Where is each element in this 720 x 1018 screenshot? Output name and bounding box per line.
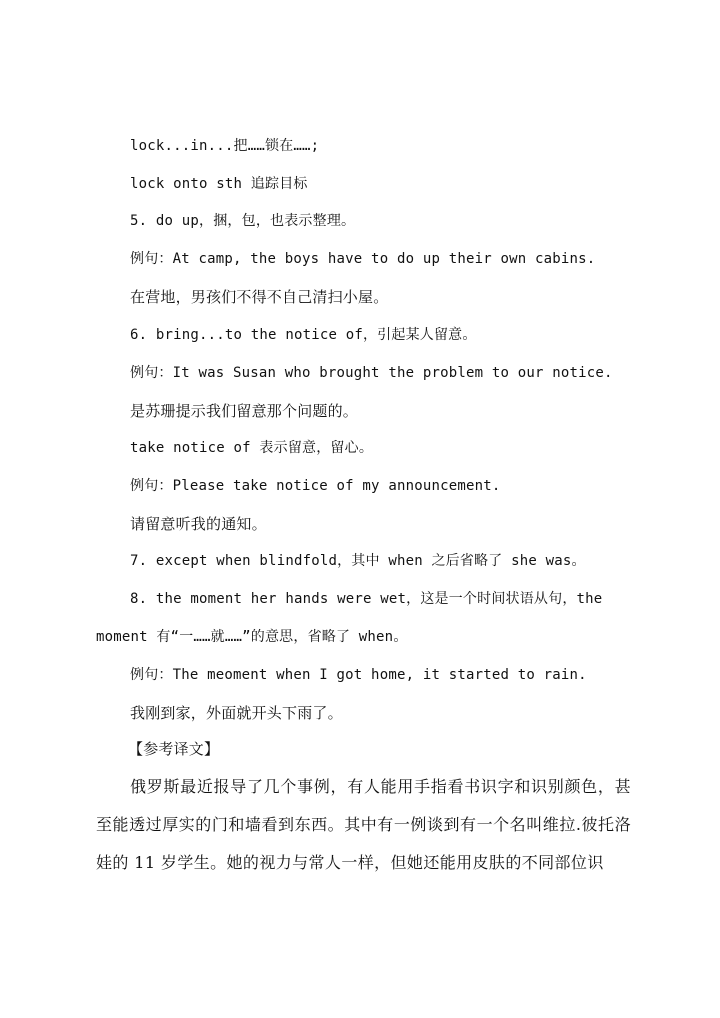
text-line-translation-8: 我刚到家，外面就开头下雨了。: [130, 704, 343, 722]
text-line-item-6: 6. bring...to the notice of，引起某人留意。: [130, 327, 477, 343]
text-line-translation-6: 是苏珊提示我们留意那个问题的。: [130, 402, 359, 420]
text-line-translation-5: 在营地，男孩们不得不自己清扫小屋。: [130, 288, 389, 306]
text-line-take-notice: take notice of 表示留意，留心。: [130, 440, 374, 456]
text-line-example-5: 例句：At camp, the boys have to do up their own cabins.: [130, 251, 596, 267]
text-line-example-8: 例句：The meoment when I got home, it started to rain.: [130, 667, 587, 683]
text-line-item-7: 7. except when blindfold，其中 when 之后省略了 she was。: [130, 553, 586, 569]
section-heading-reference-translation: 【参考译文】: [128, 740, 220, 758]
text-line-translation-take-notice: 请留意听我的通知。: [130, 515, 267, 533]
text-line-item-8-part1: 8. the moment her hands were wet，这是一个时间状语从句，the: [130, 591, 603, 607]
text-line-lock-in: lock...in...把……锁在……;: [130, 138, 320, 154]
text-line-item-5: 5. do up，捆，包，也表示整理。: [130, 213, 356, 229]
translation-paragraph: 俄罗斯最近报导了几个事例，有人能用手指看书识字和识别颜色，甚至能透过厚实的门和墙看到东西。其中有一例谈到有一个名叫维拉.彼托洛娃的 11 岁学生。她的视力与常人一样，但她还能用皮肤的不同部位识: [96, 777, 631, 872]
text-line-example-6: 例句：It was Susan who brought the problem to our notice.: [130, 365, 613, 381]
text-line-item-8-part2: moment 有“一……就……”的意思，省略了 when。: [96, 629, 408, 645]
text-line-example-take-notice: 例句：Please take notice of my announcement.: [130, 478, 501, 494]
text-line-lock-onto: lock onto sth 追踪目标: [130, 176, 308, 192]
